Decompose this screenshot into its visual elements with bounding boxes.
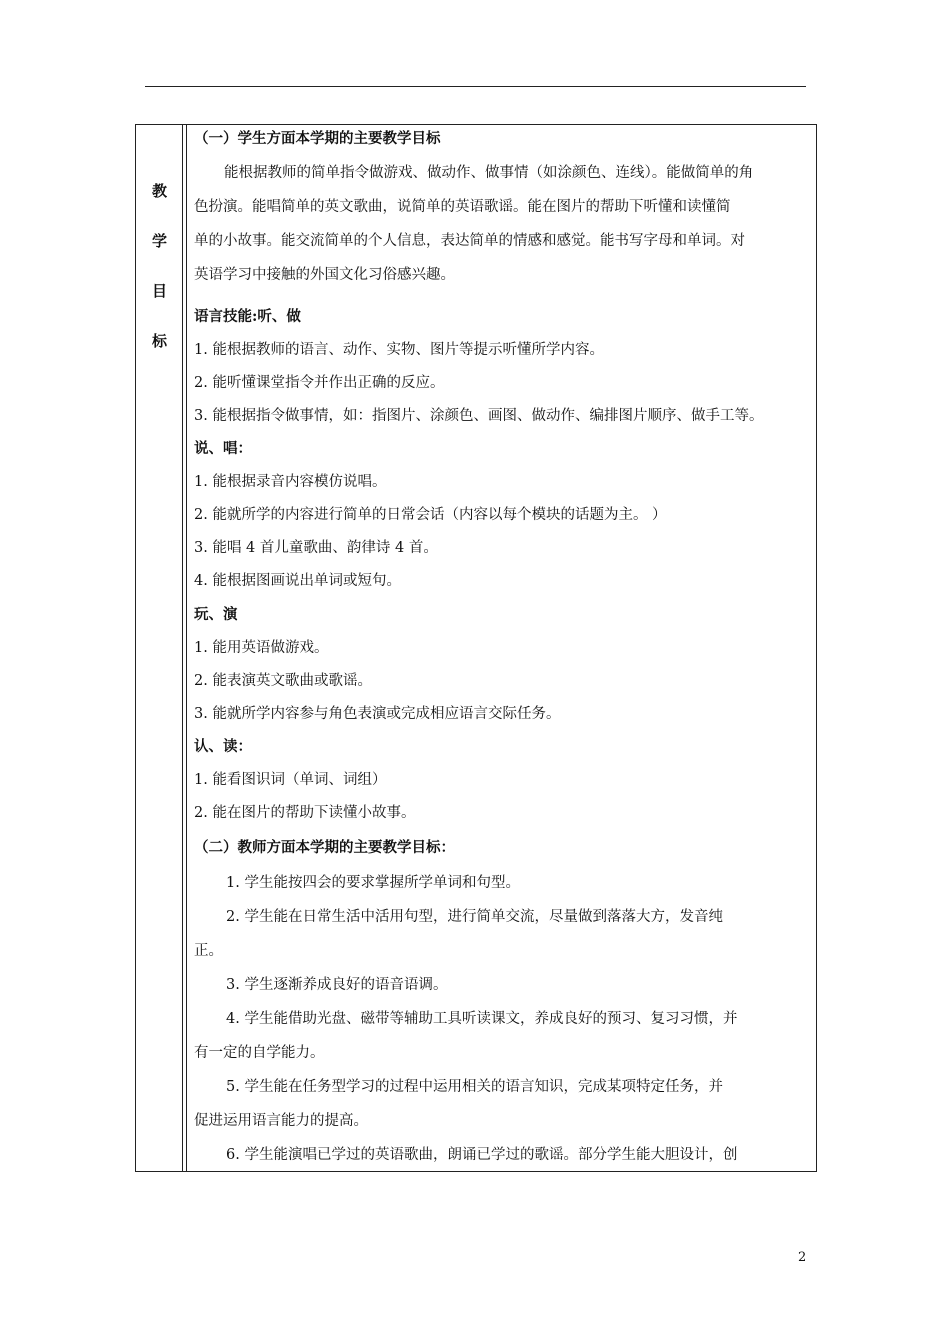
- listen-item: 3. 能根据指令做事情，如：指图片、涂颜色、画图、做动作、编排图片顺序、做手工等。: [194, 408, 764, 424]
- intro-line: 英语学习中接触的外国文化习俗感兴趣。: [194, 267, 455, 283]
- skill-listen-title: 语言技能:听、做: [194, 308, 301, 325]
- row-label-char: 目: [151, 282, 167, 300]
- teacher-line: 促进运用语言能力的提高。: [194, 1113, 368, 1129]
- teacher-line: 正。: [194, 943, 223, 959]
- intro-line: 能根据教师的简单指令做游戏、做动作、做事情（如涂颜色、连线）。能做简单的角: [224, 165, 754, 181]
- speak-item: 2. 能就所学的内容进行简单的日常会话（内容以每个模块的话题为主。 ）: [194, 507, 667, 523]
- speak-item: 1. 能根据录音内容模仿说唱。: [194, 474, 387, 490]
- objectives-table: [135, 124, 817, 1172]
- teacher-line: 2. 学生能在日常生活中活用句型，进行简单交流，尽量做到落落大方，发音纯: [226, 909, 723, 925]
- listen-item: 1. 能根据教师的语言、动作、实物、图片等提示听懂所学内容。: [194, 342, 604, 358]
- speak-item: 3. 能唱 4 首儿童歌曲、韵律诗 4 首。: [194, 540, 438, 556]
- row-label-char: 标: [151, 332, 167, 350]
- teacher-line: 5. 学生能在任务型学习的过程中运用相关的语言知识，完成某项特定任务，并: [226, 1079, 723, 1095]
- speak-item: 4. 能根据图画说出单词或短句。: [194, 573, 401, 589]
- read-item: 2. 能在图片的帮助下读懂小故事。: [194, 805, 416, 821]
- play-item: 3. 能就所学内容参与角色表演或完成相应语言交际任务。: [194, 706, 561, 722]
- play-item: 2. 能表演英文歌曲或歌谣。: [194, 673, 372, 689]
- section2-title: （二）教师方面本学期的主要教学目标：: [194, 839, 455, 856]
- teacher-line: 3. 学生逐渐养成良好的语音语调。: [226, 977, 448, 993]
- play-item: 1. 能用英语做游戏。: [194, 640, 329, 656]
- listen-item: 2. 能听懂课堂指令并作出正确的反应。: [194, 375, 445, 391]
- header-rule: [145, 86, 806, 87]
- row-label-char: 学: [151, 232, 167, 250]
- speak-title: 说、唱：: [194, 440, 252, 457]
- row-label-char: 教: [151, 182, 167, 200]
- teacher-line: 有一定的自学能力。: [194, 1045, 325, 1061]
- read-title: 认、读：: [194, 738, 252, 755]
- page-number: 2: [798, 1250, 807, 1265]
- intro-line: 单的小故事。能交流简单的个人信息，表达简单的情感和感觉。能书写字母和单词。对: [194, 233, 745, 249]
- section1-title: （一）学生方面本学期的主要教学目标: [194, 130, 441, 147]
- intro-line: 色扮演。能唱简单的英文歌曲，说简单的英语歌谣。能在图片的帮助下听懂和读懂简: [194, 199, 731, 215]
- read-item: 1. 能看图识词（单词、词组）: [194, 772, 387, 788]
- row-label-cell: [136, 125, 183, 1171]
- teacher-line: 1. 学生能按四会的要求掌握所学单词和句型。: [226, 875, 520, 891]
- inner-divider: [186, 125, 187, 1171]
- teacher-line: 4. 学生能借助光盘、磁带等辅助工具听读课文，养成良好的预习、复习习惯，并: [226, 1011, 738, 1027]
- teacher-line: 6. 学生能演唱已学过的英语歌曲，朗诵已学过的歌谣。部分学生能大胆设计，创: [226, 1147, 738, 1163]
- play-title: 玩、演: [194, 606, 238, 623]
